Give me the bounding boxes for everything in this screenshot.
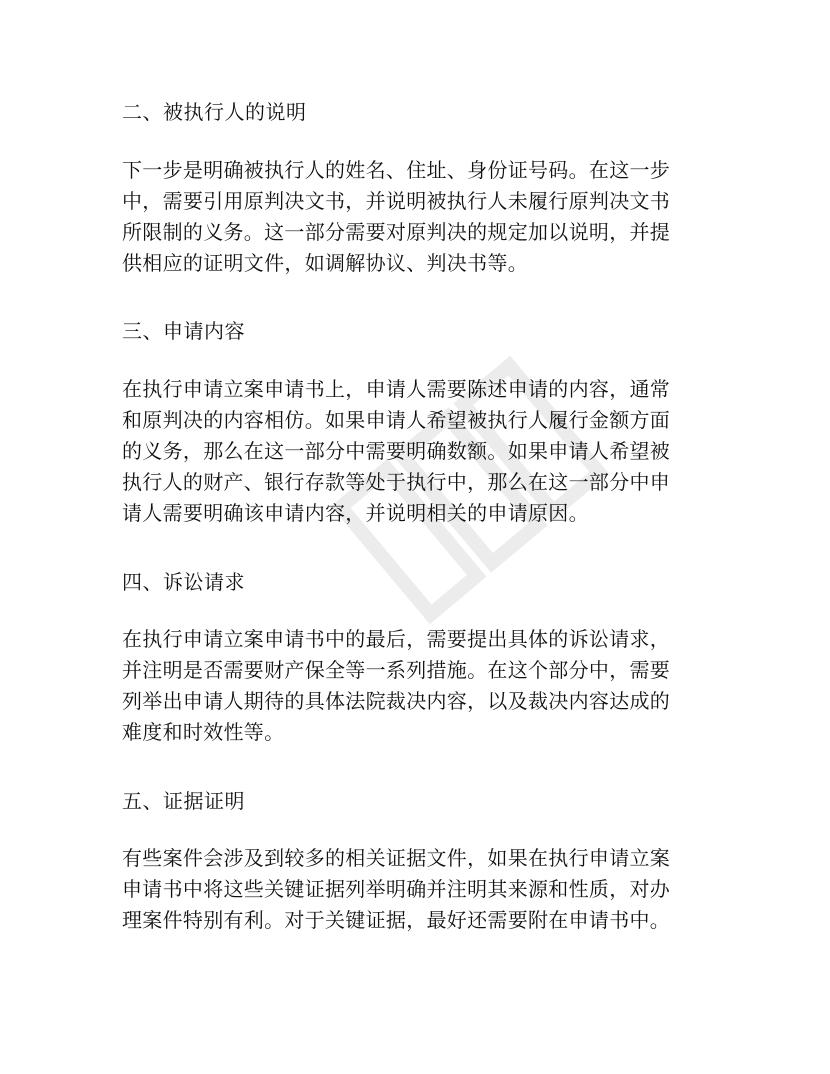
paragraph-line: 在执行申请立案申请书上，申请人需要陈述申请的内容，通常 xyxy=(122,377,671,401)
section-paragraph-2 xyxy=(122,155,722,279)
paragraph-line: 在执行申请立案申请书中的最后，需要提出具体的诉讼请求， xyxy=(122,627,671,651)
paragraph-line: 和原判决的内容相仿。如果申请人希望被执行人履行金额方面 xyxy=(122,408,671,432)
paragraph-line: 理案件特别有利。对于关键证据，最好还需要附在申请书中。 xyxy=(122,908,671,932)
paragraph-line: 难度和时效性等。 xyxy=(122,720,285,744)
paragraph-line: 的义务，那么在这一部分中需要明确数额。如果申请人希望被 xyxy=(122,439,671,463)
paragraph-line: 所限制的义务。这一部分需要对原判决的规定加以说明，并提 xyxy=(122,220,671,244)
section-heading-2: 二、被执行人的说明 xyxy=(122,100,307,124)
section-heading-4: 四、诉讼请求 xyxy=(122,570,245,594)
paragraph-line: 请人需要明确该申请内容，并说明相关的申请原因。 xyxy=(122,501,589,525)
paragraph-line: 中，需要引用原判决文书，并说明被执行人未履行原判决文书 xyxy=(122,189,671,213)
section-paragraph-5 xyxy=(122,843,722,936)
paragraph-line: 申请书中将这些关键证据列举明确并注明其来源和性质，对办 xyxy=(122,877,671,901)
section-heading-5: 五、证据证明 xyxy=(122,789,245,813)
paragraph-line: 列举出申请人期待的具体法院裁决内容，以及裁决内容达成的 xyxy=(122,689,671,713)
section-heading-3: 三、申请内容 xyxy=(122,319,245,343)
paragraph-line: 执行人的财产、银行存款等处于执行中，那么在这一部分中申 xyxy=(122,470,671,494)
paragraph-line: 下一步是明确被执行人的姓名、住址、身份证号码。在这一步 xyxy=(122,158,671,182)
paragraph-line: 并注明是否需要财产保全等一系列措施。在这个部分中，需要 xyxy=(122,658,671,682)
paragraph-line: 有些案件会涉及到较多的相关证据文件，如果在执行申请立案 xyxy=(122,846,671,870)
paragraph-line: 供相应的证明文件，如调解协议、判决书等。 xyxy=(122,251,528,275)
section-paragraph-3 xyxy=(122,374,722,529)
section-paragraph-4 xyxy=(122,624,722,748)
